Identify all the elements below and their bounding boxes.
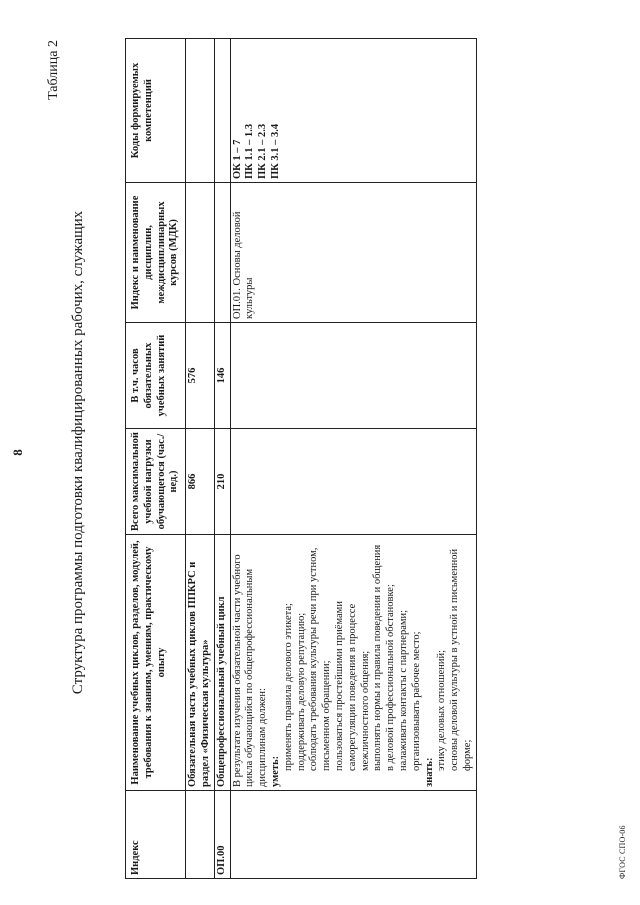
header-codes: Коды формируемых компетенций [126, 39, 186, 183]
skill-item: пользоваться простейшими приёмами саморегуляции поведения в процессе межличностного общения; [333, 601, 371, 771]
cell-op00-index: ОП.00 [214, 791, 230, 879]
structure-table [125, 38, 477, 879]
header-total: Всего максимальной учебной нагрузки обучающегося (час./нед.) [126, 429, 186, 535]
document-title: Структура программы подготовки квалифицированных рабочих, служащих [70, 210, 86, 695]
cell-op00-hours: 146 [214, 323, 230, 429]
cell-empty [230, 429, 476, 535]
skill-item: организовывать рабочее место; [410, 631, 422, 771]
op01-intro: В результате изучения обязательной части учебного цикла обучающийся по общепрофессиональным дисциплинам должен: [231, 554, 269, 787]
table-label: Таблица 2 [46, 40, 61, 100]
footer-code: ФГОС СПО-06 [618, 825, 627, 879]
knowledge-item: основы деловой культуры в устной и письменной форме; [449, 548, 473, 771]
skills-label: уметь: [269, 755, 281, 787]
competence-code: ПК 3.1 – 3.4 [269, 123, 281, 179]
header-name: Наименование учебных циклов, разделов, модулей, требования к знаниям, умениям, практическому опыту [126, 535, 186, 791]
header-index: Индекс [126, 791, 186, 879]
cell-empty [214, 39, 230, 183]
header-discipline: Индекс и наименование дисциплин, междисциплинарных курсов (МДК) [126, 183, 186, 323]
cell-empty [214, 183, 230, 323]
cell-mandatory-total: 866 [186, 429, 215, 535]
knowledge-label: знать: [423, 757, 435, 787]
page-number: 8 [10, 449, 25, 456]
cell-mandatory-name: Обязательная часть учебных циклов ППКРС и раздел «Физическая культура» [186, 535, 215, 791]
cell-mandatory-hours: 576 [186, 323, 215, 429]
table-row-mandatory [186, 39, 215, 879]
competence-code: ОК 1 – 7 [231, 139, 243, 179]
cell-op01-discipline: ОП.01. Основы деловой культуры [230, 183, 476, 323]
knowledge-item: этику деловых отношений; [436, 649, 448, 771]
cell-op01-codes [230, 39, 476, 183]
cell-op00-name: Общепрофессиональный учебный цикл [214, 535, 230, 791]
header-mandatory: В т.ч. часов обязательных учебных занятий [126, 323, 186, 429]
cell-index-empty [186, 791, 215, 879]
cell-op01-description [230, 535, 476, 791]
skill-item: поддерживать деловую репутацию; [295, 612, 307, 771]
table-row-op00 [214, 39, 230, 879]
cell-empty [186, 39, 215, 183]
skill-item: выполнять нормы и правила поведения и общения в деловой профессиональной обстановке; [372, 544, 397, 771]
cell-empty [186, 183, 215, 323]
skill-item: налаживать контакты с партнерами; [397, 609, 409, 771]
cell-empty [230, 323, 476, 429]
cell-op01-index-empty [230, 791, 476, 879]
skill-item: соблюдать требования культуры речи при устном, письменном обращении; [308, 547, 333, 771]
competence-code: ПК 1.1 – 1.3 [244, 123, 256, 179]
table-header-row [126, 39, 186, 879]
table-row-op01 [230, 39, 476, 879]
cell-op00-total: 210 [214, 429, 230, 535]
skill-item: применять правила делового этикета; [282, 603, 294, 771]
competence-code: ПК 2.1 – 2.3 [257, 123, 269, 179]
